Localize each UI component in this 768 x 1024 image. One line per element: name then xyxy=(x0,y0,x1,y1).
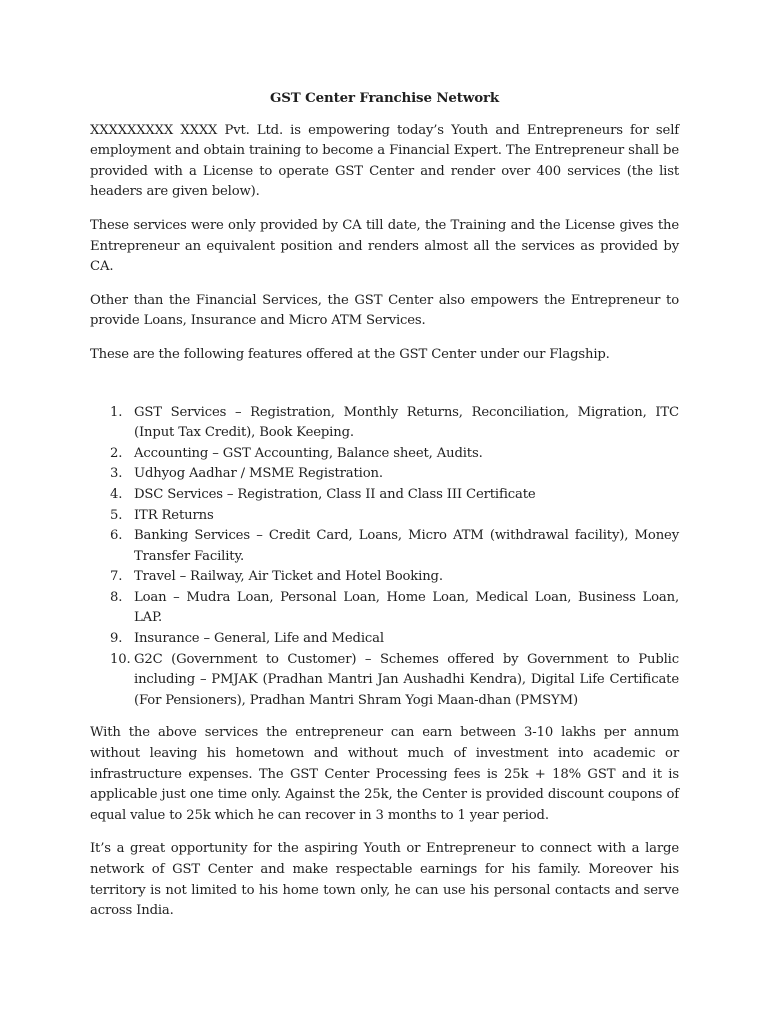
intro-paragraph-financial-services: Other than the Financial Services, the GST Center also empowers the Entrepreneur to provide Loans, Insurance and Micro ATM Services. xyxy=(90,292,679,329)
list-item-text: Udhyog Aadhar / MSME Registration. xyxy=(134,466,383,482)
list-item-text: Loan – Mudra Loan, Personal Loan, Home Loan, Medical Loan, Business Loan, LAP. xyxy=(134,589,679,626)
list-item xyxy=(90,444,679,465)
list-item xyxy=(90,506,679,527)
list-item-number: 1. xyxy=(110,404,123,420)
features-intro-paragraph: These are the following features offered at the GST Center under our Flagship. xyxy=(90,346,610,362)
intro-paragraph-ca-services: These services were only provided by CA till date, the Training and the License gives the Entrepreneur an equivalent position and renders almost all the services as provided by CA. xyxy=(90,217,679,275)
services-list xyxy=(90,403,679,712)
list-item-text: Accounting – GST Accounting, Balance sheet, Audits. xyxy=(134,445,483,461)
opportunity-paragraph: It’s a great opportunity for the aspiring Youth or Entrepreneur to connect with a large network of GST Center and make respectable earnings for his family. Moreover his territory is not limited to his home town only, he can use his personal contacts and serve across India. xyxy=(90,841,679,919)
list-item-text: Banking Services – Credit Card, Loans, Micro ATM (withdrawal facility), Money Transfer Facility. xyxy=(134,528,679,564)
list-item xyxy=(90,403,679,444)
list-item-number: 4. xyxy=(110,486,123,502)
list-item-number: 3. xyxy=(110,466,123,482)
list-item-number: 5. xyxy=(110,507,123,523)
intro-paragraph-company: XXXXXXXXX XXXX Pvt. Ltd. is empowering today’s Youth and Entrepreneurs for self employment and obtain training to become a Financial Expert. The Entrepreneur shall be provided with a License to operate GST Center and render over 400 services (the list headers are given below). xyxy=(90,122,679,200)
document-title: GST Center Franchise Network xyxy=(269,90,500,106)
list-item-number: 9. xyxy=(110,631,123,647)
list-item-number: 8. xyxy=(110,589,123,605)
earnings-paragraph: With the above services the entrepreneur can earn between 3-10 lakhs per annum without leaving his hometown and without much of investment into academic or infrastructure expenses. The GST Center Processing fees is 25k + 18% GST and it is applicable just one time only. Against the 25k, the Center is provided discount coupons of equal value to 25k which he can recover in 3 months to 1 year period. xyxy=(90,725,679,823)
list-item-text: ITR Returns xyxy=(134,507,214,523)
list-item-text: G2C (Government to Customer) – Schemes offered by Government to Public including – PMJAK (Pradhan Mantri Jan Aushadhi Kendra), Digital Life Certificate (For Pensioners), Pradhan Mantri Shram Yogi Maan-dhan (PMSYM) xyxy=(134,651,679,708)
list-item xyxy=(90,526,679,567)
list-item xyxy=(90,567,679,588)
list-item xyxy=(90,588,679,629)
document-page xyxy=(90,88,679,935)
list-item xyxy=(90,629,679,650)
list-item-text: GST Services – Registration, Monthly Returns, Reconciliation, Migration, ITC (Input Tax Credit), Book Keeping. xyxy=(134,404,679,441)
list-item xyxy=(90,464,679,485)
list-item xyxy=(90,650,679,712)
list-item-number: 6. xyxy=(110,528,123,544)
list-item-number: 2. xyxy=(110,445,123,461)
list-item-text: DSC Services – Registration, Class II and Class III Certificate xyxy=(134,486,536,502)
list-item-number: 10. xyxy=(110,651,131,667)
list-item-number: 7. xyxy=(110,569,123,585)
list-item xyxy=(90,485,679,506)
list-item-text: Travel – Railway, Air Ticket and Hotel Booking. xyxy=(134,569,443,585)
list-item-text: Insurance – General, Life and Medical xyxy=(134,631,384,647)
